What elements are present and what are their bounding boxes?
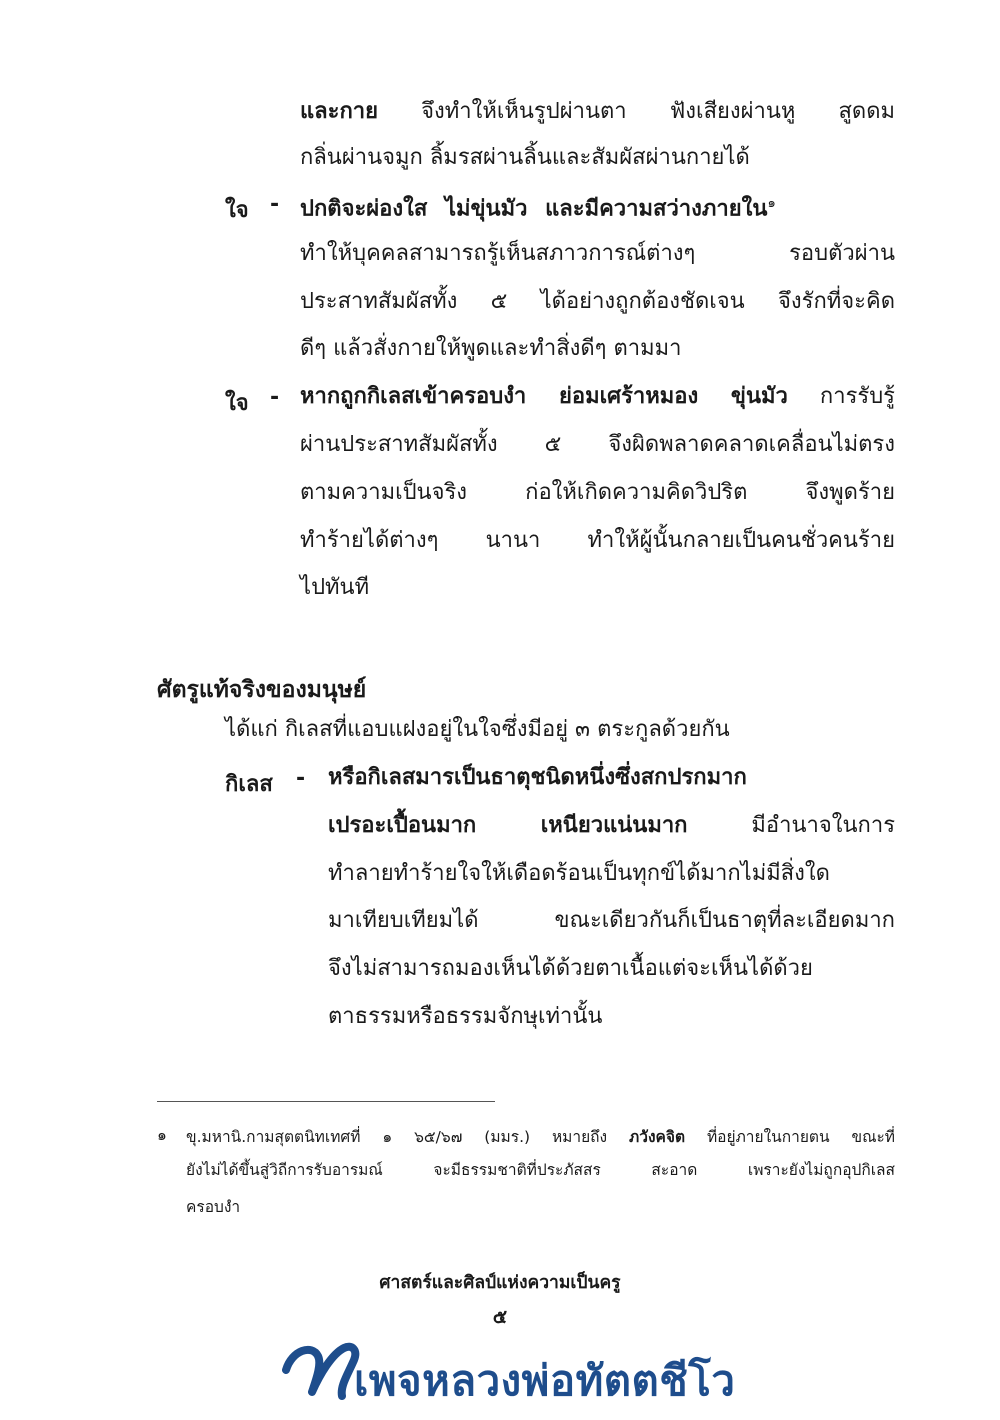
intro-text: จึงทำให้เห็นรูปผ่านตา ฟังเสียงผ่านหู สูดดม <box>421 99 895 124</box>
item3-line-1: หรือกิเลสมารเป็นธาตุชนิดหนึ่งซึ่งสกปรกมาก <box>328 765 747 790</box>
item3-line-2 <box>328 814 895 838</box>
item1-bold: ปกติจะผ่องใส ไม่ขุ่นมัว และมีความสว่างภายใน <box>300 196 768 222</box>
item3-dash: - <box>296 766 306 791</box>
item2-term: ใจ <box>225 391 249 416</box>
page-logo <box>282 1330 736 1410</box>
footnote-bold: ภวังคจิต <box>629 1128 686 1146</box>
item2-line-4: ทำร้ายได้ต่างๆ นานา ทำให้ผู้นั้นกลายเป็นคนชั่วคนร้าย <box>300 528 895 553</box>
item3-line-6: ตาธรรมหรือธรรมจักษุเท่านั้น <box>328 1004 603 1029</box>
footnote-line-2: ยังไม่ได้ขึ้นสู่วิถีการรับอารมณ์ จะมีธรรมชาติที่ประภัสสร สะอาด เพราะยังไม่ถูกอุปกิเลส <box>186 1161 895 1179</box>
footnote-separator <box>157 1101 495 1102</box>
page-number: ๕ <box>492 1306 508 1328</box>
item2-bold: หากถูกกิเลสเข้าครอบงำ ย่อมเศร้าหมอง ขุ่นมัว <box>300 384 788 409</box>
footnote-line-1 <box>186 1128 895 1146</box>
intro-bold: และกาย <box>300 99 379 124</box>
item3-line-4: มาเทียบเทียมได้ ขณะเดียวกันก็เป็นธาตุที่ละเอียดมาก <box>328 908 895 933</box>
item2-text: การรับรู้ <box>819 384 895 409</box>
item1-term: ใจ <box>225 198 249 223</box>
intro-line-1 <box>300 100 895 124</box>
item1-dash: - <box>270 192 280 217</box>
item2-dash: - <box>270 385 280 410</box>
footer-title: ศาสตร์และศิลป์แห่งความเป็นครู <box>379 1273 621 1293</box>
logo-mark-icon <box>282 1330 362 1410</box>
section-heading: ศัตรูแท้จริงของมนุษย์ <box>157 677 367 703</box>
footnote-source: ขุ.มหานิ.กามสุตตนิทเทศที่ ๑ ๖๕/๖๗ (มมร.) หมายถึง <box>186 1128 608 1146</box>
item1-line-3: ประสาทสัมผัสทั้ง ๕ ได้อย่างถูกต้องชัดเจน จึงรักที่จะคิด <box>300 289 895 314</box>
item1-line-4: ดีๆ แล้วสั่งกายให้พูดและทำสิ่งดีๆ ตามมา <box>300 336 682 361</box>
intro-line-2: กลิ่นผ่านจมูก ลิ้มรสผ่านลิ้นและสัมผัสผ่านกายได้ <box>300 145 750 170</box>
item2-line-2: ผ่านประสาทสัมผัสทั้ง ๕ จึงผิดพลาดคลาดเคลื่อนไม่ตรง <box>300 432 895 457</box>
item3-bold: เปรอะเปื้อนมาก เหนียวแน่นมาก <box>328 813 688 838</box>
item3-term: กิเลส <box>225 772 273 797</box>
item2-line-1 <box>300 385 895 409</box>
item3-line-3: ทำลายทำร้ายใจให้เดือดร้อนเป็นทุกข์ได้มากไม่มีสิ่งใด <box>328 861 830 886</box>
item3-line-5: จึงไม่สามารถมองเห็นได้ด้วยตาเนื้อแต่จะเห็นได้ด้วย <box>328 956 813 981</box>
footnote-marker: ๑ <box>157 1126 167 1144</box>
footnote-line-3: ครอบงำ <box>186 1198 241 1216</box>
item1-line-1 <box>300 192 895 221</box>
item1-line-2: ทำให้บุคคลสามารถรู้เห็นสภาวการณ์ต่างๆ รอบตัวผ่าน <box>300 241 895 266</box>
item3-text: มีอำนาจในการ <box>751 813 896 838</box>
item2-line-5: ไปทันที <box>300 575 370 600</box>
item2-line-3: ตามความเป็นจริง ก่อให้เกิดความคิดวิปริต จึงพูดร้าย <box>300 480 895 505</box>
logo-text: เพจหลวงพ่อทัตตชีโว <box>354 1356 736 1405</box>
section-intro: ได้แก่ กิเลสที่แอบแฝงอยู่ในใจซึ่งมีอยู่ ๓ ตระกูลด้วยกัน <box>225 717 730 742</box>
footnote-text: ที่อยู่ภายในกายตน ขณะที่ <box>706 1128 895 1146</box>
footnote-ref: ๑ <box>767 196 776 211</box>
